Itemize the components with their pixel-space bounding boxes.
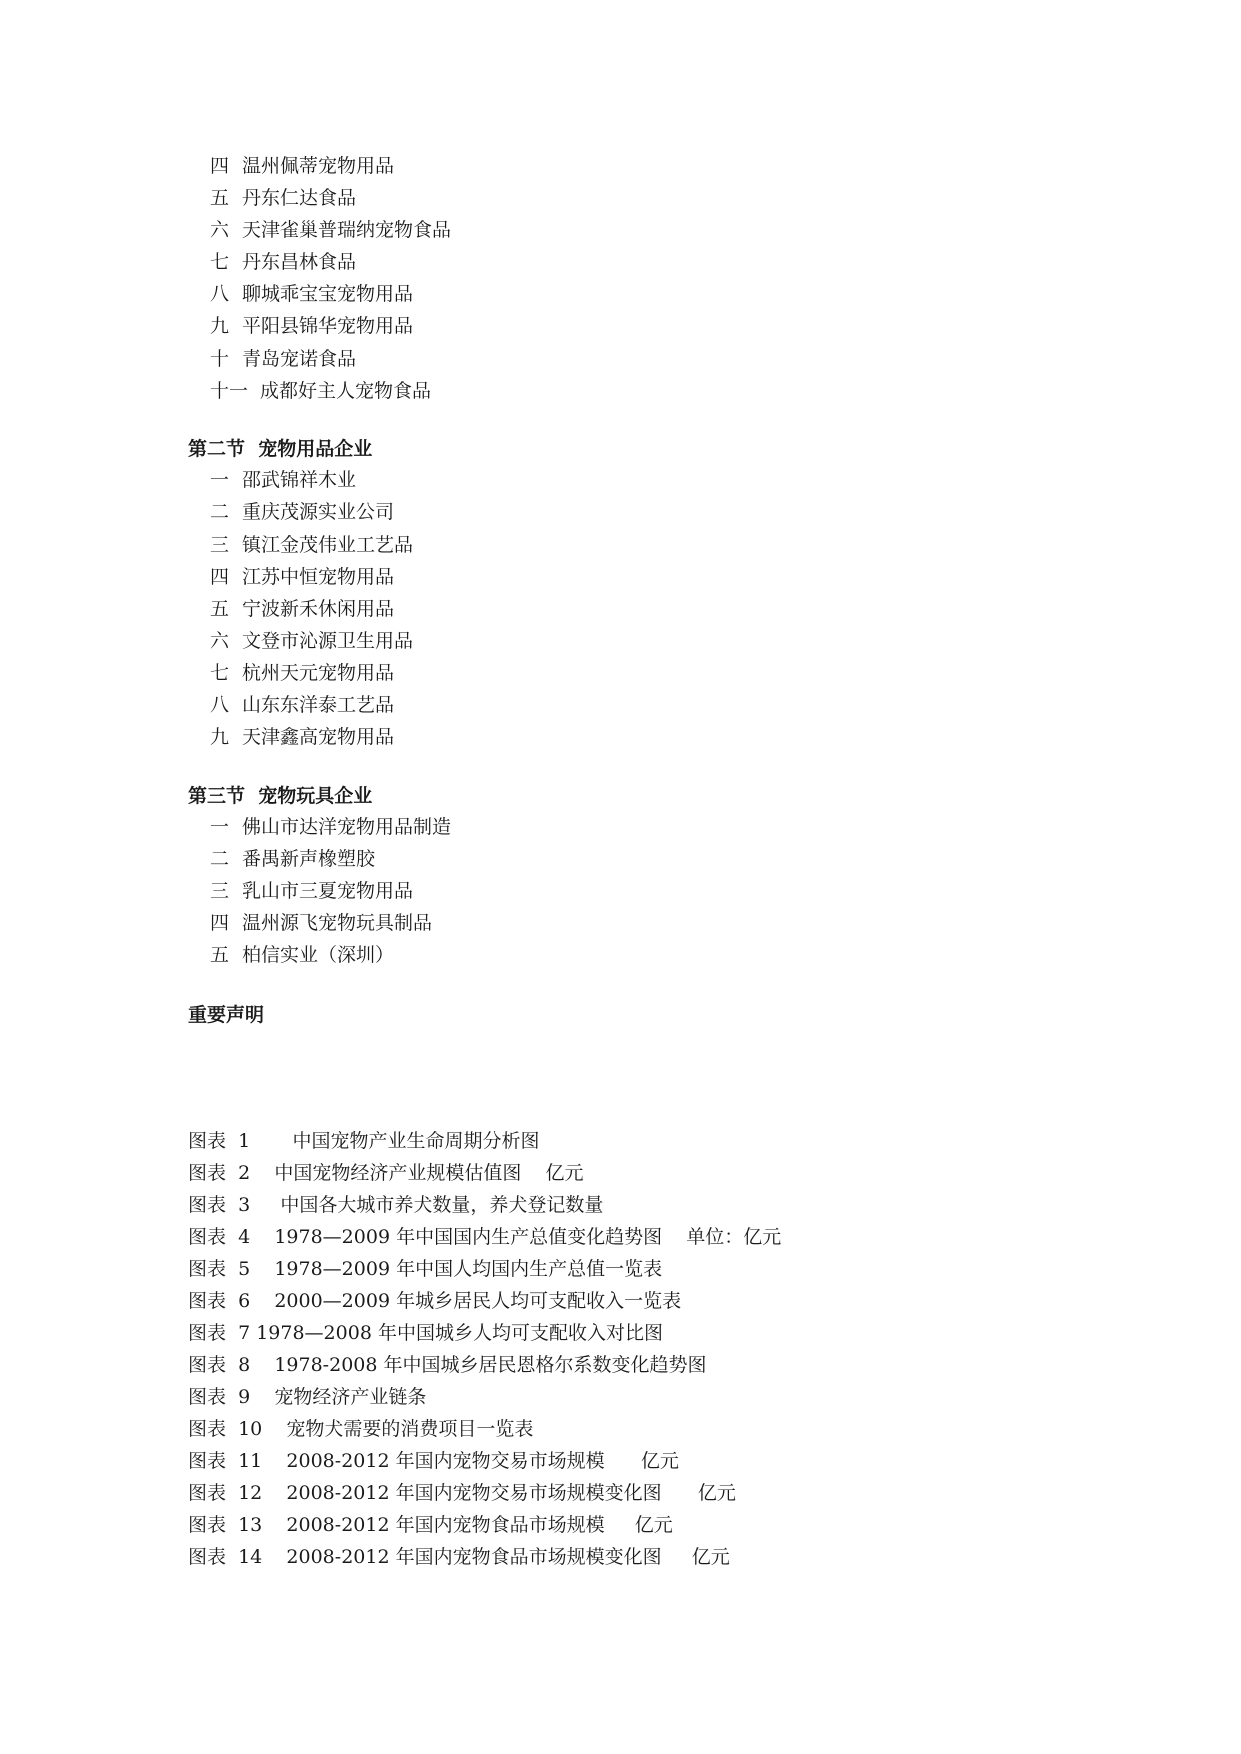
figure-list-item: 图表 3 中国各大城市养犬数量，养犬登记数量 — [188, 1194, 604, 1216]
item-text: 丹东仁达食品 — [242, 187, 357, 209]
figure-list-item: 图表 9 宠物经济产业链条 — [188, 1386, 427, 1408]
list-item — [210, 186, 356, 210]
item-text: 重庆茂源实业公司 — [242, 501, 395, 523]
figure-list-item: 图表 1 中国宠物产业生命周期分析图 — [188, 1130, 540, 1152]
item-text: 天津鑫高宠物用品 — [242, 726, 395, 748]
list-item — [210, 468, 356, 492]
item-text: 柏信实业（深圳） — [242, 944, 395, 966]
item-text: 天津雀巢普瑞纳宠物食品 — [242, 219, 452, 241]
list-item — [210, 629, 413, 653]
item-number: 八 — [210, 283, 230, 305]
item-number: 四 — [210, 566, 230, 588]
item-text: 温州佩蒂宠物用品 — [242, 155, 395, 177]
item-text: 青岛宠诺食品 — [242, 348, 357, 370]
list-item — [210, 911, 432, 935]
item-number: 九 — [210, 726, 230, 748]
item-number: 十一 — [210, 380, 249, 402]
list-item — [210, 500, 394, 524]
item-text: 邵武锦祥木业 — [242, 469, 357, 491]
section-heading: 第三节 宠物玩具企业 — [188, 785, 373, 807]
list-item — [210, 943, 394, 967]
list-item — [210, 218, 451, 242]
item-text: 乳山市三夏宠物用品 — [242, 880, 414, 902]
list-item — [210, 693, 394, 717]
item-text: 温州源飞宠物玩具制品 — [242, 912, 433, 934]
item-number: 八 — [210, 694, 230, 716]
item-text: 文登市沁源卫生用品 — [242, 630, 414, 652]
item-number: 一 — [210, 816, 230, 838]
figure-list-item: 图表 11 2008-2012 年国内宠物交易市场规模 亿元 — [188, 1450, 679, 1472]
figure-list-item: 图表 4 1978—2009 年中国国内生产总值变化趋势图 单位：亿元 — [188, 1226, 782, 1248]
item-number: 六 — [210, 630, 230, 652]
list-item — [210, 282, 413, 306]
list-item — [210, 347, 356, 371]
item-number: 一 — [210, 469, 230, 491]
list-item — [210, 314, 413, 338]
item-number: 二 — [210, 848, 230, 870]
list-item — [210, 661, 394, 685]
figure-list-item: 图表 13 2008-2012 年国内宠物食品市场规模 亿元 — [188, 1514, 673, 1536]
item-number: 七 — [210, 662, 230, 684]
figure-list-item: 图表 5 1978—2009 年中国人均国内生产总值一览表 — [188, 1258, 663, 1280]
item-number: 五 — [210, 944, 230, 966]
item-text: 镇江金茂伟业工艺品 — [242, 534, 414, 556]
list-item — [210, 597, 394, 621]
item-text: 宁波新禾休闲用品 — [242, 598, 395, 620]
list-item — [210, 154, 394, 178]
section-heading: 第二节 宠物用品企业 — [188, 438, 373, 460]
item-text: 杭州天元宠物用品 — [242, 662, 395, 684]
figure-list-item: 图表 14 2008-2012 年国内宠物食品市场规模变化图 亿元 — [188, 1546, 730, 1568]
list-item — [210, 879, 413, 903]
list-item — [210, 533, 413, 557]
item-text: 平阳县锦华宠物用品 — [242, 315, 414, 337]
item-text: 聊城乖宝宝宠物用品 — [242, 283, 414, 305]
figure-list-item: 图表 8 1978-2008 年中国城乡居民恩格尔系数变化趋势图 — [188, 1354, 707, 1376]
item-text: 山东东洋泰工艺品 — [242, 694, 395, 716]
figure-list-item: 图表 6 2000—2009 年城乡居民人均可支配收入一览表 — [188, 1290, 682, 1312]
item-number: 四 — [210, 155, 230, 177]
item-number: 五 — [210, 598, 230, 620]
item-number: 三 — [210, 534, 230, 556]
item-text: 江苏中恒宠物用品 — [242, 566, 395, 588]
list-item — [210, 847, 375, 871]
figure-list-item: 图表 2 中国宠物经济产业规模估值图 亿元 — [188, 1162, 584, 1184]
item-number: 四 — [210, 912, 230, 934]
list-item — [210, 725, 394, 749]
item-text: 丹东昌林食品 — [242, 251, 357, 273]
item-number: 五 — [210, 187, 230, 209]
item-text: 佛山市达洋宠物用品制造 — [242, 816, 452, 838]
item-number: 十 — [210, 348, 230, 370]
item-text: 成都好主人宠物食品 — [260, 380, 432, 402]
item-number: 二 — [210, 501, 230, 523]
figure-list-item: 图表 10 宠物犬需要的消费项目一览表 — [188, 1418, 534, 1440]
item-number: 九 — [210, 315, 230, 337]
list-item — [210, 250, 356, 274]
list-item — [210, 815, 451, 839]
list-item — [210, 379, 431, 403]
item-number: 七 — [210, 251, 230, 273]
item-number: 三 — [210, 880, 230, 902]
list-item — [210, 565, 394, 589]
notice-heading: 重要声明 — [188, 1004, 265, 1026]
item-number: 六 — [210, 219, 230, 241]
item-text: 番禺新声橡塑胶 — [242, 848, 376, 870]
figure-list-item: 图表 12 2008-2012 年国内宠物交易市场规模变化图 亿元 — [188, 1482, 736, 1504]
figure-list-item: 图表 7 1978—2008 年中国城乡人均可支配收入对比图 — [188, 1322, 663, 1344]
